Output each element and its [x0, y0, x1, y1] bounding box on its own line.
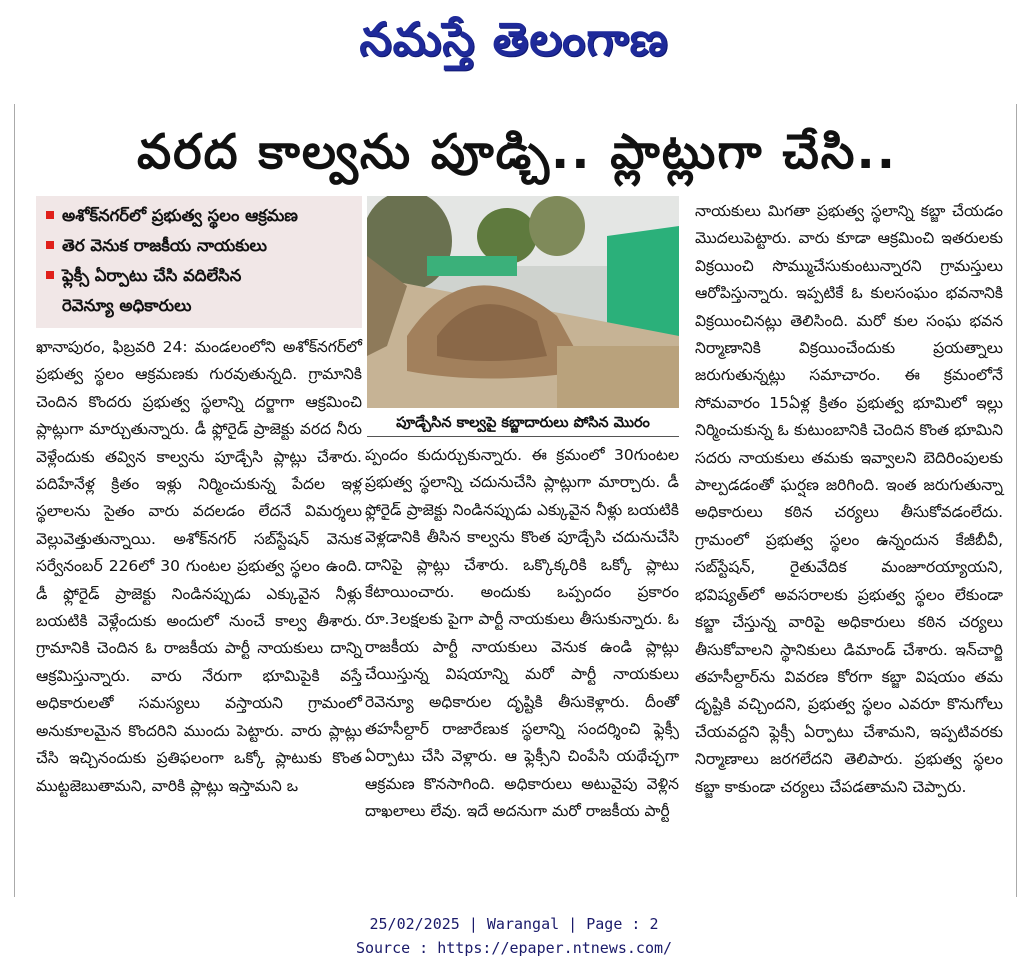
bullet-square-icon — [46, 241, 54, 249]
article-column-2 — [365, 442, 679, 826]
highlight-item: ఫ్లెక్సీ ఏర్పాటు చేసి వదిలేసిన — [36, 262, 241, 289]
edition-info: 25/02/2025 | Warangal | Page : 2 — [369, 915, 659, 933]
page-footer — [0, 912, 1028, 960]
article-photo — [367, 196, 679, 408]
bullet-square-icon — [46, 211, 54, 219]
photo-caption: పూడ్చేసిన కాల్వపై కబ్జాదారులు పోసిన మొరం — [367, 410, 679, 437]
highlight-item: అశోక్‌నగర్‌లో ప్రభుత్వ స్థలం ఆక్రమణ — [36, 202, 298, 229]
column-text: ఖానాపురం, ఫిబ్రవరి 24: మండలంలోని అశోక్‌నగర్‌లో ప్రభుత్వ స్థలం ఆక్రమణకు గురవుతున్నది. గ్రామానికి చెందిన కొందరు ప్రభుత్వ స్థలాన్ని దర్జాగా ఆక్రమించి ప్లాట్లుగా మార్చుతున్నారు. డీ ఫ్లోరైడ్ ప్రాజెక్టు వరద నీరు వెళ్లేందుకు తవ్విన కాల్వను పూడ్చేసి ప్లాట్లు చేశారు. పదిహేనేళ్ల క్రితం ఇళ్లు నిర్మించుకున్న పేదల ఇళ్ల స్థలాలను సైతం వారు వదలడం లేదనే విమర్శలు వెల్లువెత్తుతున్నాయి. అశోక్‌నగర్ సబ్‌స్టేషన్ వెనుక సర్వేనంబర్ 226లో 30 గుంటల ప్రభుత్వ స్థలం ఉంది. డీ ఫ్లోరైడ్ ప్రాజెక్టు నిండినప్పుడు ఎక్కువైన నీళ్లు బయటికి వెళ్లేందుకు అందులో నుంచే కాల్వ తీశారు. గ్రామానికి చెందిన ఓ రాజకీయ పార్టీ నాయకులు దాన్ని ఆక్రమిస్తున్నారు. వారు నేరుగా భూమిపైకి వస్తే అధికారులతో సమస్యలు వస్తాయని గ్రామంలో అనుకూలమైన కొందరిని ముందు పెట్టారు. వారు ప్లాట్లు చేసి ఇచ్చినందుకు ప్రతిఫలంగా ఒక్కో ప్లాటుకు కొంత ముట్టజెబుతామని, వారికి ప్లాట్లు ఇస్తామని ఒ — [36, 338, 362, 795]
column-text: నాయకులు మిగతా ప్రభుత్వ స్థలాన్ని కబ్జా చేయడం మొదలుపెట్టారు. వారు కూడా ఆక్రమించి ఇతరులకు విక్రయించి సొమ్ముచేసుకుంటున్నారని గ్రామస్తులు ఆరోపిస్తున్నారు. ఇప్పటికే ఓ కులసంఘం భవనానికి విక్రయించినట్లు తెలిసింది. మరో కుల సంఘ భవన నిర్మాణానికి విక్రయించేందుకు ప్రయత్నాలు జరుగుతున్నట్లు సమాచారం. ఈ క్రమంలోనే సోమవారం 15ఏళ్ల క్రితం ప్రభుత్వ భూమిలో ఇల్లు నిర్మించుకున్న ఓ కుటుంబానికి చెందిన కొంత భూమిని సదరు నాయకులు తమకు ఇవ్వాలని బెదిరింపులకు పాల్పడడంతో ఘర్షణ జరిగింది. ఇంత జరుగుతున్నా అధికారులు కఠిన చర్యలు తీసుకోవడంలేదు. గ్రామంలో ప్రభుత్వ స్థలం ఉన్నందున కేజీబీవీ, సబ్‌స్టేషన్, రైతువేదిక మంజూరయ్యాయని, భవిష్యత్‌లో అవసరాలకు ప్రభుత్వ స్థలం లేకుండా కబ్జా చేస్తున్న వారిపై అధికారులు కఠిన చర్యలు తీసుకోవాలని స్థానికులు డిమాండ్ చేశారు. ఇన్‌చార్జి తహసీల్దార్‌ను వివరణ కోరగా కబ్జా విషయం తమ దృష్టికి వచ్చిందని, ప్రభుత్వ స్థలం ఎవరూ కొనుగోలు చేయవద్దని ఫ్లెక్సీ ఏర్పాటు చేశామని, ఇప్పటివరకు నిర్మాణాలు జరగలేదని తెలిపారు. ప్రభుత్వ స్థలం కబ్జా కాకుండా చర్యలు చేపడతామని చెప్పారు. — [695, 202, 1003, 796]
news-article — [14, 104, 1017, 897]
bullet-square-icon — [46, 271, 54, 279]
article-headline: వరద కాల్వను పూడ్చి.. ప్లాట్లుగా చేసి.. — [137, 124, 897, 180]
highlight-item: తెర వెనుక రాజకీయ నాయకులు — [36, 232, 267, 259]
source-url: Source : https://epaper.ntnews.com/ — [355, 939, 673, 957]
highlight-item-continuation: రెవెన్యూ అధికారులు — [62, 296, 192, 315]
newspaper-masthead: నమస్తే తెలంగాణ — [359, 12, 669, 66]
photo-illustration — [367, 196, 679, 408]
highlights-box — [36, 196, 362, 328]
article-column-3 — [695, 198, 1003, 801]
article-column-1 — [36, 334, 362, 800]
column-text: ప్పందం కుదుర్చుకున్నారు. ఈ క్రమంలో 30గుంటల ప్రభుత్వ స్థలాన్ని చదునుచేసి ప్లాట్లుగా మార్చారు. డీ ఫ్లోరైడ్ ప్రాజెక్టు నిండినప్పుడు ఎక్కువైన నీళ్లు బయటికి వెళ్లడానికి తీసిన కాల్వను కొంత పూడ్చేసి చదునుచేసి దానిపై ప్లాట్లు చేశారు. ఒక్కొక్కరికి ఒక్కో ప్లాటు కేటాయించారు. అందుకు ఒప్పందం ప్రకారం రూ.3లక్షలకు పైగా పార్టీ నాయకులు తీసుకున్నారు. ఓ రాజకీయ పార్టీ నాయకులు వెనుక ఉండి ప్లాట్లు చేయిస్తున్న విషయాన్ని మరో పార్టీ నాయకులు రెవెన్యూ అధికారుల దృష్టికి తీసుకెళ్లారు. దీంతో తహసీల్దార్ రాజారేణుక స్థలాన్ని సందర్శించి ఫ్లెక్సీ ఏర్పాటు చేసి వెళ్లారు. ఆ ఫ్లెక్సీని చింపేసి యథేచ్ఛగా ఆక్రమణ కొనసాగింది. అధికారులు అటువైపు వెళ్లిన దాఖలాలు లేవు. ఇదే అదనుగా మరో రాజకీయ పార్టీ — [365, 446, 679, 821]
